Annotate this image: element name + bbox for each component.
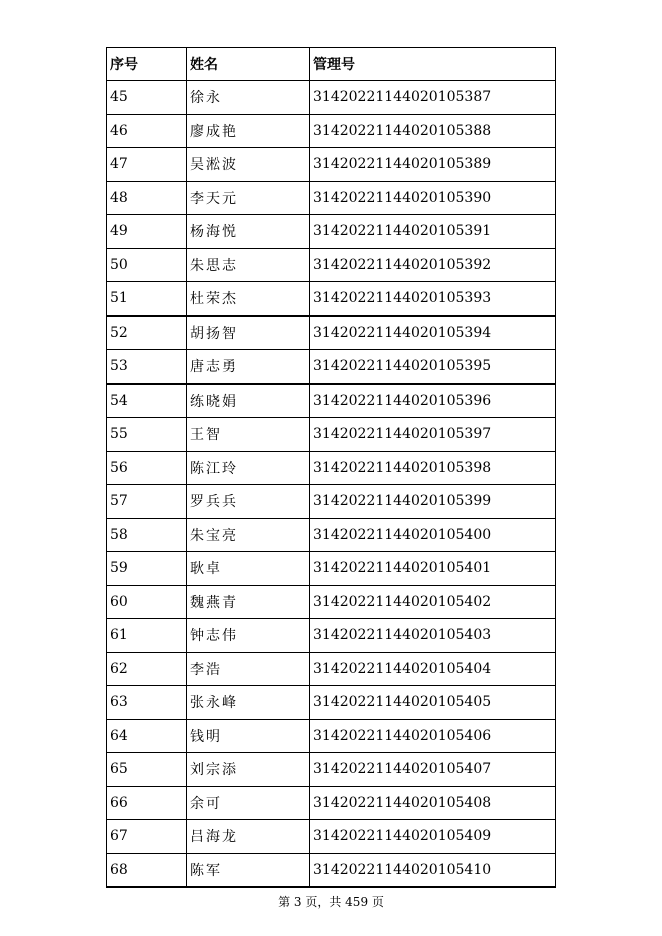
roster-table <box>106 47 556 888</box>
row-seq-cell: 60 <box>107 585 187 619</box>
row-name-cell: 钱明 <box>187 719 310 753</box>
row-seq-cell: 64 <box>107 719 187 753</box>
row-name-cell: 杨海悦 <box>187 215 310 249</box>
row-name-cell: 廖成艳 <box>187 114 310 148</box>
row-seq-cell: 46 <box>107 114 187 148</box>
row-name-cell: 朱宝亮 <box>187 518 310 552</box>
row-seq-cell: 66 <box>107 786 187 820</box>
row-name-cell: 唐志勇 <box>187 350 310 384</box>
table-row <box>107 114 556 148</box>
table-row <box>107 81 556 115</box>
row-id-cell: 31420221144020105401 <box>310 552 556 586</box>
row-name-cell: 陈军 <box>187 853 310 887</box>
row-id-cell: 31420221144020105397 <box>310 418 556 452</box>
table-row <box>107 418 556 452</box>
row-id-cell: 31420221144020105400 <box>310 518 556 552</box>
row-name-cell: 徐永 <box>187 81 310 115</box>
table-row <box>107 552 556 586</box>
row-id-cell: 31420221144020105387 <box>310 81 556 115</box>
table-row <box>107 451 556 485</box>
table-row <box>107 719 556 753</box>
row-id-cell: 31420221144020105393 <box>310 282 556 316</box>
row-seq-cell: 59 <box>107 552 187 586</box>
row-seq-cell: 49 <box>107 215 187 249</box>
table-row <box>107 350 556 384</box>
row-name-cell: 张永峰 <box>187 686 310 720</box>
row-seq-cell: 51 <box>107 282 187 316</box>
row-id-cell: 31420221144020105408 <box>310 786 556 820</box>
row-id-cell: 31420221144020105409 <box>310 820 556 854</box>
header-seq: 序号 <box>107 48 187 81</box>
row-seq-cell: 62 <box>107 652 187 686</box>
row-seq-cell: 52 <box>107 316 187 350</box>
row-name-cell: 吴淞波 <box>187 148 310 182</box>
row-name-cell: 钟志伟 <box>187 619 310 653</box>
table-row <box>107 820 556 854</box>
row-id-cell: 31420221144020105390 <box>310 181 556 215</box>
row-id-cell: 31420221144020105396 <box>310 384 556 418</box>
row-id-cell: 31420221144020105403 <box>310 619 556 653</box>
row-id-cell: 31420221144020105388 <box>310 114 556 148</box>
table-row <box>107 248 556 282</box>
table-row <box>107 316 556 350</box>
row-id-cell: 31420221144020105392 <box>310 248 556 282</box>
table-row <box>107 215 556 249</box>
row-id-cell: 31420221144020105395 <box>310 350 556 384</box>
table-row <box>107 148 556 182</box>
row-seq-cell: 47 <box>107 148 187 182</box>
row-seq-cell: 53 <box>107 350 187 384</box>
row-name-cell: 朱思志 <box>187 248 310 282</box>
header-name: 姓名 <box>187 48 310 81</box>
table-row <box>107 853 556 887</box>
row-id-cell: 31420221144020105404 <box>310 652 556 686</box>
table-row <box>107 753 556 787</box>
row-id-cell: 31420221144020105398 <box>310 451 556 485</box>
row-id-cell: 31420221144020105407 <box>310 753 556 787</box>
row-id-cell: 31420221144020105399 <box>310 485 556 519</box>
row-seq-cell: 65 <box>107 753 187 787</box>
row-name-cell: 余可 <box>187 786 310 820</box>
row-seq-cell: 58 <box>107 518 187 552</box>
header-id: 管理号 <box>310 48 556 81</box>
header-row <box>107 48 556 81</box>
row-id-cell: 31420221144020105405 <box>310 686 556 720</box>
table-row <box>107 518 556 552</box>
row-seq-cell: 67 <box>107 820 187 854</box>
row-name-cell: 练晓娟 <box>187 384 310 418</box>
row-seq-cell: 48 <box>107 181 187 215</box>
row-id-cell: 31420221144020105391 <box>310 215 556 249</box>
row-id-cell: 31420221144020105410 <box>310 853 556 887</box>
table-row <box>107 282 556 316</box>
table-row <box>107 384 556 418</box>
row-seq-cell: 63 <box>107 686 187 720</box>
row-seq-cell: 50 <box>107 248 187 282</box>
row-seq-cell: 57 <box>107 485 187 519</box>
row-name-cell: 王智 <box>187 418 310 452</box>
row-id-cell: 31420221144020105406 <box>310 719 556 753</box>
row-seq-cell: 56 <box>107 451 187 485</box>
row-name-cell: 罗兵兵 <box>187 485 310 519</box>
row-name-cell: 刘宗添 <box>187 753 310 787</box>
row-name-cell: 杜荣杰 <box>187 282 310 316</box>
row-name-cell: 魏燕青 <box>187 585 310 619</box>
table-row <box>107 181 556 215</box>
roster-sheet <box>106 47 555 888</box>
table-row <box>107 786 556 820</box>
row-seq-cell: 68 <box>107 853 187 887</box>
row-seq-cell: 61 <box>107 619 187 653</box>
page-footer: 第 3 页，共 459 页 <box>278 895 384 909</box>
row-name-cell: 李天元 <box>187 181 310 215</box>
table-row <box>107 585 556 619</box>
table-row <box>107 652 556 686</box>
row-name-cell: 李浩 <box>187 652 310 686</box>
table-row <box>107 619 556 653</box>
row-name-cell: 胡扬智 <box>187 316 310 350</box>
row-name-cell: 耿卓 <box>187 552 310 586</box>
row-id-cell: 31420221144020105389 <box>310 148 556 182</box>
table-row <box>107 686 556 720</box>
table-row <box>107 485 556 519</box>
row-seq-cell: 55 <box>107 418 187 452</box>
row-seq-cell: 45 <box>107 81 187 115</box>
row-name-cell: 吕海龙 <box>187 820 310 854</box>
row-seq-cell: 54 <box>107 384 187 418</box>
row-id-cell: 31420221144020105394 <box>310 316 556 350</box>
row-name-cell: 陈江玲 <box>187 451 310 485</box>
row-id-cell: 31420221144020105402 <box>310 585 556 619</box>
